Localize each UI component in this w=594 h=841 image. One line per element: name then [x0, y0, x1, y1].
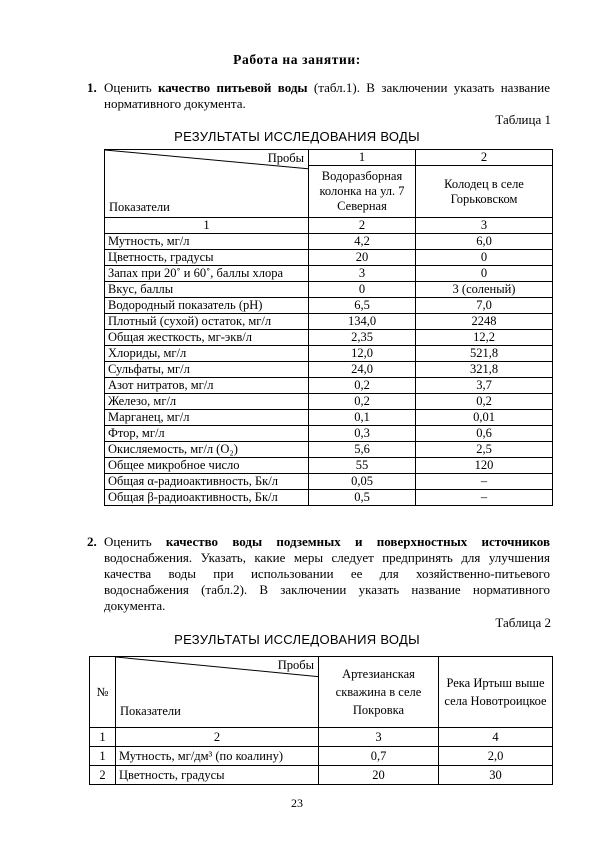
- table-row: [105, 458, 553, 474]
- value-probe-1: 0: [309, 282, 416, 298]
- source-name: Река Иртыш выше села Новотроицкое: [439, 657, 553, 728]
- probes-label: Пробы: [267, 151, 304, 165]
- table-1-column-numbers: [105, 218, 553, 234]
- task-2-pre: Оценить: [104, 534, 166, 549]
- table-2-body: [90, 747, 553, 785]
- table-row: [105, 314, 553, 330]
- table-row: [105, 266, 553, 282]
- table-row: [90, 766, 553, 785]
- indicator-name: Железо, мг/л: [105, 394, 309, 410]
- table-row: [105, 426, 553, 442]
- table-row: [105, 378, 553, 394]
- indicator-name: Запах при 20˚ и 60˚, баллы хлора: [105, 266, 309, 282]
- probe-number: 1: [309, 150, 416, 166]
- indicator-name: Марганец, мг/л: [105, 410, 309, 426]
- indicator-name: Окисляемость, мг/л (О₂): [105, 442, 309, 458]
- value-probe-2: –: [416, 490, 553, 506]
- indicators-label: Показатели: [120, 704, 181, 718]
- indicators-label: Показатели: [109, 200, 170, 214]
- indicator-name: Водородный показатель (рН): [105, 298, 309, 314]
- value-probe-1: 0,05: [309, 474, 416, 490]
- task-2-number: 2.: [87, 534, 97, 549]
- value-probe-2: 0,6: [416, 426, 553, 442]
- indicator-name: Мутность, мг/дм³ (по коалину): [116, 747, 319, 766]
- value-probe-2: 2248: [416, 314, 553, 330]
- table-1-body: [105, 234, 553, 506]
- column-number: 2: [116, 728, 319, 747]
- value-source-2: 30: [439, 766, 553, 785]
- column-number: 2: [309, 218, 416, 234]
- table-1-header-row: [105, 150, 553, 166]
- indicator-name: Азот нитратов, мг/л: [105, 378, 309, 394]
- indicator-name: Вкус, баллы: [105, 282, 309, 298]
- value-probe-2: 0: [416, 266, 553, 282]
- column-number: 3: [319, 728, 439, 747]
- table-row: [105, 330, 553, 346]
- probe-number: 2: [416, 150, 553, 166]
- page-heading: Работа на занятии:: [233, 52, 361, 67]
- value-probe-1: 0,5: [309, 490, 416, 506]
- table-1: [104, 149, 553, 506]
- value-probe-1: 0,1: [309, 410, 416, 426]
- table-row: [105, 234, 553, 250]
- indicator-name: Сульфаты, мг/л: [105, 362, 309, 378]
- value-source-1: 20: [319, 766, 439, 785]
- probes-label: Пробы: [277, 658, 314, 672]
- table-row: [105, 490, 553, 506]
- task-1-number: 1.: [87, 80, 97, 95]
- table-row: [105, 362, 553, 378]
- value-probe-2: 7,0: [416, 298, 553, 314]
- value-probe-1: 4,2: [309, 234, 416, 250]
- table-row: [90, 747, 553, 766]
- table-2-header-row: [90, 657, 553, 728]
- table-2: [89, 656, 553, 785]
- value-probe-1: 3: [309, 266, 416, 282]
- table-1-caption: Таблица 1: [495, 112, 551, 127]
- source-name: Водоразборная колонка на ул. 7 Северная: [309, 166, 416, 218]
- task-2-bold: качество воды подземных и поверхностных источников: [165, 534, 550, 549]
- value-probe-1: 134,0: [309, 314, 416, 330]
- task-1: [87, 80, 550, 112]
- table-row: [105, 298, 553, 314]
- table-1-diagonal-header: [105, 150, 309, 218]
- source-name: Артезианская скважина в селе Покровка: [319, 657, 439, 728]
- indicator-name: Плотный (сухой) остаток, мг/л: [105, 314, 309, 330]
- indicator-name: Общая жесткость, мг-экв/л: [105, 330, 309, 346]
- indicator-name: Общее микробное число: [105, 458, 309, 474]
- page-number: 23: [291, 796, 303, 810]
- task-1-pre: Оценить: [104, 80, 158, 95]
- table-2-diagonal-header: [116, 657, 319, 728]
- value-probe-1: 0,2: [309, 378, 416, 394]
- value-probe-2: 0,01: [416, 410, 553, 426]
- indicator-name: Хлориды, мг/л: [105, 346, 309, 362]
- indicator-name: Общая α-радиоактивность, Бк/л: [105, 474, 309, 490]
- value-probe-2: 120: [416, 458, 553, 474]
- indicator-name: Цветность, градусы: [105, 250, 309, 266]
- value-probe-1: 0,2: [309, 394, 416, 410]
- value-probe-1: 5,6: [309, 442, 416, 458]
- table-row: [105, 250, 553, 266]
- value-probe-1: 24,0: [309, 362, 416, 378]
- value-probe-2: 0: [416, 250, 553, 266]
- value-source-2: 2,0: [439, 747, 553, 766]
- table-2-caption: Таблица 2: [495, 615, 551, 630]
- source-name: Колодец в селе Горьковском: [416, 166, 553, 218]
- table-row: [105, 474, 553, 490]
- value-probe-2: 321,8: [416, 362, 553, 378]
- table-2-column-numbers: [90, 728, 553, 747]
- column-number: 4: [439, 728, 553, 747]
- task-1-post: (табл.1). В заключении указать название нормативного документа.: [104, 80, 550, 111]
- value-probe-1: 0,3: [309, 426, 416, 442]
- value-probe-2: 6,0: [416, 234, 553, 250]
- value-probe-2: 2,5: [416, 442, 553, 458]
- table-row: [105, 442, 553, 458]
- value-probe-2: 3,7: [416, 378, 553, 394]
- row-number: 2: [90, 766, 116, 785]
- value-probe-2: 12,2: [416, 330, 553, 346]
- value-probe-1: 2,35: [309, 330, 416, 346]
- task-2: [87, 534, 550, 614]
- value-probe-1: 12,0: [309, 346, 416, 362]
- indicator-name: Мутность, мг/л: [105, 234, 309, 250]
- value-probe-2: –: [416, 474, 553, 490]
- row-number: 1: [90, 747, 116, 766]
- table-row: [105, 346, 553, 362]
- table-row: [105, 410, 553, 426]
- table-row: [105, 282, 553, 298]
- value-probe-1: 6,5: [309, 298, 416, 314]
- task-2-post: водоснабжения. Указать, какие меры следует предпринять для улучшения качества воды при использовании ее для хозяйственно-питьевого водоснабжения (табл.2). В заключении указать название нормативного документа.: [104, 550, 550, 613]
- value-probe-2: 0,2: [416, 394, 553, 410]
- column-number: 1: [90, 728, 116, 747]
- column-number: 1: [105, 218, 309, 234]
- column-number: 3: [416, 218, 553, 234]
- indicator-name: Общая β-радиоактивность, Бк/л: [105, 490, 309, 506]
- value-probe-1: 20: [309, 250, 416, 266]
- task-1-bold: качество питьевой воды: [158, 80, 308, 95]
- table-row: [105, 394, 553, 410]
- table-2-title: РЕЗУЛЬТАТЫ ИССЛЕДОВАНИЯ ВОДЫ: [174, 632, 420, 647]
- number-label: №: [90, 657, 116, 728]
- value-source-1: 0,7: [319, 747, 439, 766]
- value-probe-2: 521,8: [416, 346, 553, 362]
- indicator-name: Фтор, мг/л: [105, 426, 309, 442]
- table-1-title: РЕЗУЛЬТАТЫ ИССЛЕДОВАНИЯ ВОДЫ: [174, 129, 420, 144]
- indicator-name: Цветность, градусы: [116, 766, 319, 785]
- value-probe-2: 3 (соленый): [416, 282, 553, 298]
- value-probe-1: 55: [309, 458, 416, 474]
